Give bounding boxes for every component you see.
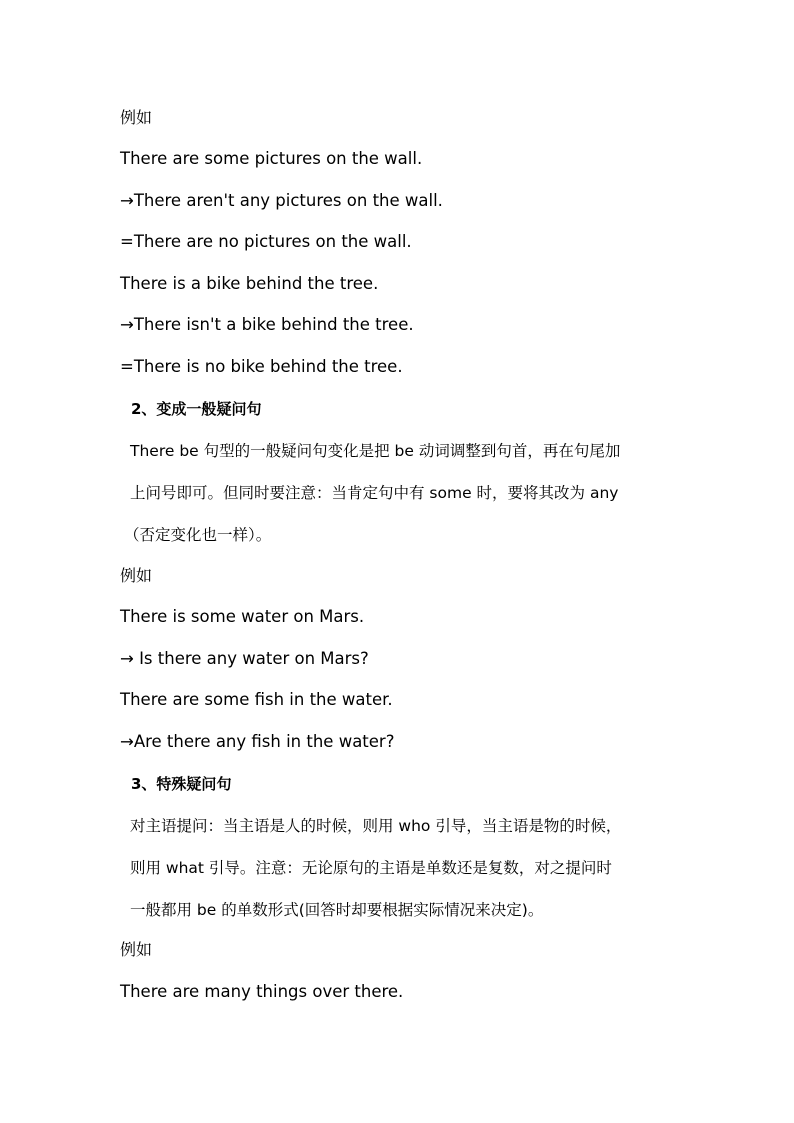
example-sentence: =There is no bike behind the tree.	[120, 357, 403, 376]
example-sentence: There are some pictures on the wall.	[120, 149, 423, 168]
example-sentence: There are some fish in the water.	[120, 690, 393, 709]
example-sentence: There is a bike behind the tree.	[120, 274, 379, 293]
body-paragraph-line: There be 句型的一般疑问句变化是把 be 动词调整到句首，再在句尾加	[130, 442, 621, 460]
example-sentence: → Is there any water on Mars?	[120, 649, 369, 668]
example-label: 例如	[120, 108, 153, 127]
section-heading: 2、变成一般疑问句	[131, 400, 262, 418]
body-paragraph-line: 则用 what 引导。注意：无论原句的主语是单数还是复数，对之提问时	[130, 859, 612, 877]
example-sentence: →There aren't any pictures on the wall.	[120, 191, 443, 210]
example-sentence: →Are there any fish in the water?	[120, 732, 395, 751]
section-heading: 3、特殊疑问句	[131, 775, 232, 793]
example-sentence: →There isn't a bike behind the tree.	[120, 315, 414, 334]
body-paragraph-line: 一般都用 be 的单数形式(回答时却要根据实际情况来决定)。	[130, 901, 544, 919]
body-paragraph-line: 对主语提问：当主语是人的时候，则用 who 引导，当主语是物的时候，	[130, 817, 622, 835]
example-sentence: There is some water on Mars.	[120, 607, 365, 626]
example-sentence: =There are no pictures on the wall.	[120, 232, 412, 251]
example-label: 例如	[120, 566, 153, 585]
example-label: 例如	[120, 940, 153, 959]
body-paragraph-line: 上问号即可。但同时要注意：当肯定句中有 some 时，要将其改为 any	[130, 484, 619, 502]
body-paragraph-line: （否定变化也一样）。	[124, 526, 272, 544]
example-sentence: There are many things over there.	[120, 982, 404, 1001]
